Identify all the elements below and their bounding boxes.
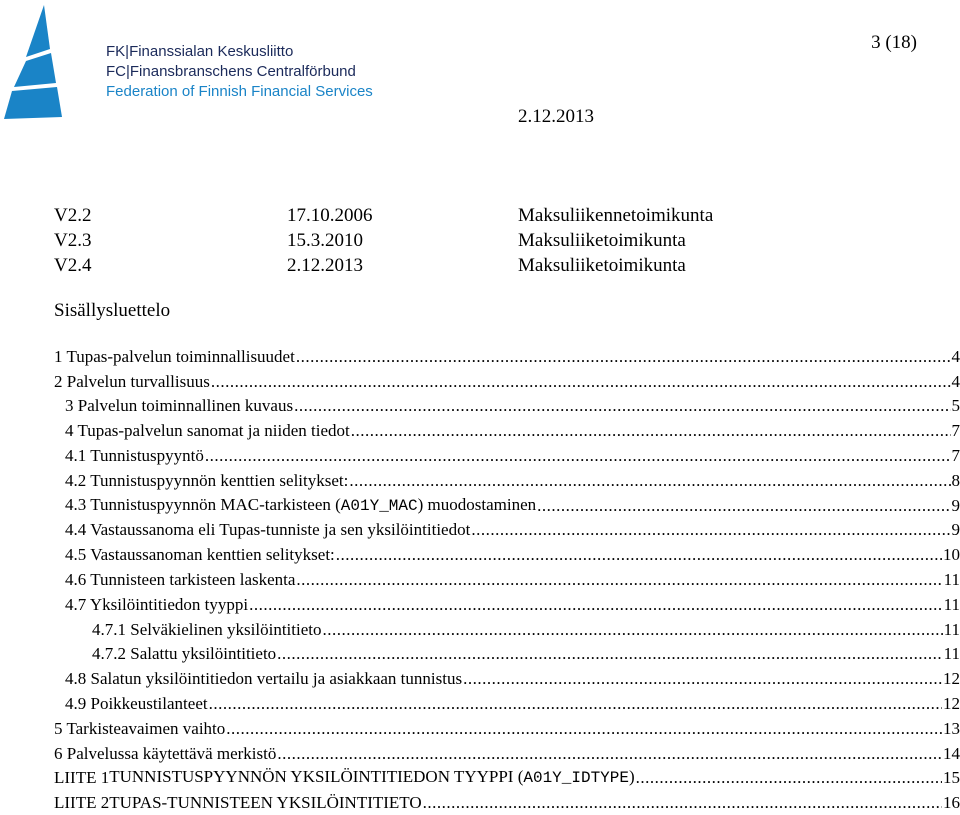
dot-leader — [226, 717, 942, 741]
version-number: V2.2 — [54, 203, 91, 228]
toc-entry[interactable] — [54, 394, 960, 419]
toc-page-number: 15 — [943, 766, 960, 790]
toc-entry-text: TUPAS-TUNNISTEEN YKSILÖINTITIETO — [109, 791, 421, 815]
dot-leader — [351, 419, 951, 443]
toc-entry[interactable] — [54, 418, 960, 443]
fk-logo-icon — [4, 5, 62, 121]
appendix-label: LIITE 1 — [54, 766, 109, 790]
toc-entry[interactable] — [54, 567, 960, 592]
toc-entry[interactable] — [54, 617, 960, 642]
toc-entry[interactable] — [54, 468, 960, 493]
toc-page-number: 10 — [943, 543, 960, 567]
code-token: A01Y_IDTYPE — [523, 769, 629, 787]
toc-entry-text: 4.8 Salatun yksilöintitiedon vertailu ja asiakkaan tunnistus — [65, 667, 462, 691]
toc-entry[interactable] — [54, 666, 960, 691]
toc-entry-text: TUNNISTUSPYYNNÖN YKSILÖINTITIEDON TYYPPI (A01Y_IDTYPE) — [109, 765, 634, 790]
toc-entry[interactable] — [54, 741, 960, 766]
toc-page-number: 7 — [952, 419, 960, 443]
dot-leader — [209, 692, 942, 716]
toc-entry-text: 6 Palvelussa käytettävä merkistö — [54, 742, 276, 766]
toc-page-number: 9 — [952, 518, 960, 542]
version-date: 17.10.2006 — [287, 203, 373, 228]
toc-entry-text: 4 Tupas-palvelun sanomat ja niiden tiedot — [65, 419, 350, 443]
dot-leader — [463, 667, 942, 691]
toc-entry-text: 4.1 Tunnistuspyyntö — [65, 444, 204, 468]
dot-leader — [211, 370, 951, 394]
toc-entry[interactable] — [54, 642, 960, 667]
toc-page-number: 11 — [944, 618, 960, 642]
document-date: 2.12.2013 — [518, 106, 594, 128]
toc-page-number: 11 — [944, 593, 960, 617]
org-name-swedish: FC|Finansbranschens Centralförbund — [106, 62, 356, 82]
toc-entry-text: 4.6 Tunnisteen tarkisteen laskenta — [65, 568, 295, 592]
dot-leader — [537, 494, 950, 518]
toc-entry-text: 4.9 Poikkeustilanteet — [65, 692, 208, 716]
org-name-english: Federation of Finnish Financial Services — [106, 82, 373, 102]
toc-entry-text: 4.7.1 Selväkielinen yksilöintitieto — [92, 618, 321, 642]
toc-entry[interactable] — [54, 344, 960, 369]
version-number: V2.4 — [54, 253, 91, 278]
dot-leader — [249, 593, 943, 617]
toc-entry-text: 2 Palvelun turvallisuus — [54, 370, 210, 394]
code-token: A01Y_MAC — [341, 497, 418, 515]
toc-entry-text: 4.7.2 Salattu yksilöintitieto — [92, 642, 276, 666]
toc-entry-text: 1 Tupas-palvelun toiminnallisuudet — [54, 345, 295, 369]
version-date: 15.3.2010 — [287, 228, 363, 253]
toc-page-number: 16 — [943, 791, 960, 815]
version-row — [54, 253, 854, 278]
toc-entry[interactable] — [54, 790, 960, 815]
appendix-label: LIITE 2 — [54, 791, 109, 815]
toc-page-number: 7 — [952, 444, 960, 468]
version-row — [54, 228, 854, 253]
toc-entry-text: 4.2 Tunnistuspyynnön kenttien selitykset: — [65, 469, 348, 493]
dot-leader — [277, 642, 942, 666]
org-name-finnish: FK|Finanssialan Keskusliitto — [106, 42, 293, 62]
toc-entry[interactable] — [54, 542, 960, 567]
toc-entry-text: 4.3 Tunnistuspyynnön MAC-tarkisteen (A01Y_MAC) muodostaminen — [65, 493, 536, 518]
toc-entry[interactable] — [54, 592, 960, 617]
version-author: Maksuliiketoimikunta — [518, 228, 686, 253]
toc-page-number: 4 — [952, 370, 960, 394]
dot-leader — [205, 444, 951, 468]
toc-entry-text: 4.5 Vastaussanoman kenttien selitykset: — [65, 543, 335, 567]
page-number: 3 (18) — [871, 32, 917, 54]
toc-page-number: 12 — [943, 667, 960, 691]
toc-entry-text: 4.7 Yksilöintitiedon tyyppi — [65, 593, 248, 617]
toc-entry[interactable] — [54, 716, 960, 741]
toc-page-number: 14 — [943, 742, 960, 766]
table-of-contents — [54, 344, 960, 815]
dot-leader — [322, 618, 942, 642]
dot-leader — [277, 742, 942, 766]
toc-entry[interactable] — [54, 518, 960, 543]
toc-page-number: 11 — [944, 642, 960, 666]
dot-leader — [296, 345, 951, 369]
dot-leader — [423, 791, 942, 815]
dot-leader — [336, 543, 942, 567]
toc-entry-text: 3 Palvelun toiminnallinen kuvaus — [65, 394, 293, 418]
dot-leader — [294, 394, 950, 418]
toc-page-number: 8 — [952, 469, 960, 493]
version-row — [54, 203, 854, 228]
toc-page-number: 11 — [944, 568, 960, 592]
toc-entry[interactable] — [54, 369, 960, 394]
version-date: 2.12.2013 — [287, 253, 363, 278]
toc-page-number: 5 — [952, 394, 960, 418]
toc-page-number: 13 — [943, 717, 960, 741]
toc-page-number: 12 — [943, 692, 960, 716]
dot-leader — [471, 518, 950, 542]
toc-entry[interactable] — [54, 766, 960, 791]
version-number: V2.3 — [54, 228, 91, 253]
toc-page-number: 4 — [952, 345, 960, 369]
toc-page-number: 9 — [952, 494, 960, 518]
toc-entry-text: 5 Tarkisteavaimen vaihto — [54, 717, 225, 741]
toc-entry[interactable] — [54, 691, 960, 716]
version-author: Maksuliiketoimikunta — [518, 253, 686, 278]
dot-leader — [636, 766, 942, 790]
dot-leader — [349, 469, 950, 493]
toc-title: Sisällysluettelo — [54, 298, 170, 323]
dot-leader — [296, 568, 942, 592]
toc-entry[interactable] — [54, 493, 960, 518]
version-author: Maksuliikennetoimikunta — [518, 203, 713, 228]
toc-entry[interactable] — [54, 443, 960, 468]
toc-entry-text: 4.4 Vastaussanoma eli Tupas-tunniste ja sen yksilöintitiedot — [65, 518, 470, 542]
